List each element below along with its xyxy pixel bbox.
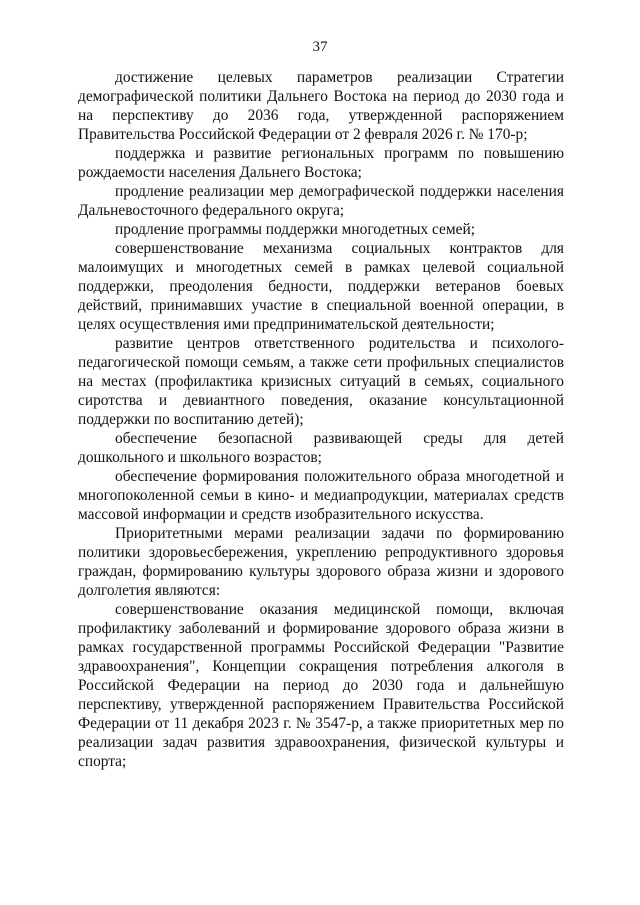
- paragraph: совершенствование механизма социальных контрактов для малоимущих и многодетных семей в рамках целевой социальной поддержки, преодоления бедности, поддержки ветеранов боевых действий, принимавших участие в специальной военной операции, в целях осуществления ими предпринимательской деятельности;: [78, 240, 564, 333]
- paragraph: продление реализации мер демографической поддержки населения Дальневосточного федерального округа;: [78, 183, 564, 219]
- paragraph: развитие центров ответственного родительства и психолого-педагогической помощи семьям, а также сети профильных специалистов на местах (профилактика кризисных ситуаций в семьях, социального сиротства и девиантного поведения, оказание консультационной поддержки по воспитанию детей);: [78, 335, 564, 428]
- paragraph: совершенствование оказания медицинской помощи, включая профилактику заболеваний и формирование здорового образа жизни в рамках государственной программы Российской Федерации "Развитие здравоохранения", Концепции сокращения потребления алкоголя в Российской Федерации на период до 2030 года и дальнейшую перспективу, утвержденной распоряжением Правительства Российской Федерации от 11 декабря 2023 г. № 3547-р, а также приоритетных мер по реализации задач развития здравоохранения, физической культуры и спорта;: [78, 601, 564, 770]
- page-number: 37: [312, 39, 328, 55]
- paragraph: обеспечение безопасной развивающей среды для детей дошкольного и школьного возрастов;: [78, 430, 564, 466]
- paragraph: достижение целевых параметров реализации Стратегии демографической политики Дальнего Востока на период до 2030 года и на перспективу до 2036 года, утвержденной распоряжением Правительства Российской Федерации от 2 февраля 2026 г. № 170-р;: [78, 69, 564, 143]
- paragraph: Приоритетными мерами реализации задачи по формированию политики здоровьесбережения, укреплению репродуктивного здоровья граждан, формированию культуры здорового образа жизни и здорового долголетия являются:: [78, 525, 564, 599]
- paragraph: поддержка и развитие региональных программ по повышению рождаемости населения Дальнего Востока;: [78, 145, 564, 181]
- paragraph: обеспечение формирования положительного образа многодетной и многопоколенной семьи в кино- и медиапродукции, материалах средств массовой информации и средств изобразительного искусства.: [78, 468, 564, 523]
- paragraph: продление программы поддержки многодетных семей;: [115, 221, 475, 238]
- document-body: [78, 68, 564, 771]
